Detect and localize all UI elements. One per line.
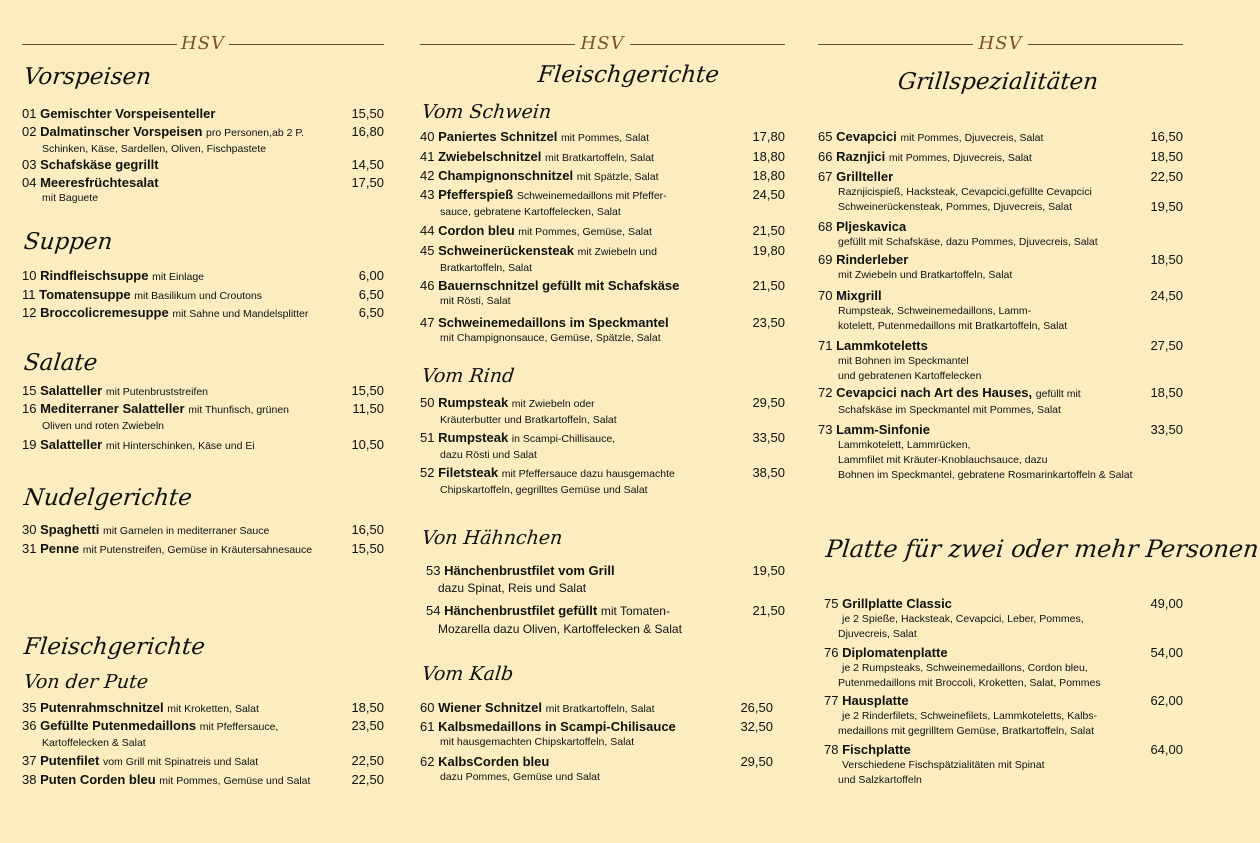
section-subtitle-pute: Von der Pute <box>22 671 150 693</box>
menu-item: 65 Cevapcici mit Pommes, Djuvecreis, Salat 16,50 <box>818 129 1183 144</box>
menu-item: 11 Tomatensuppe mit Basilikum und Croutons 6,50 <box>22 287 384 302</box>
menu-item: 46 Bauernschnitzel gefüllt mit Schafskäse 21,50 mit Rösti, Salat <box>420 278 785 307</box>
section-title-fleischgerichte: Fleischgerichte <box>22 634 207 660</box>
menu-item: 72 Cevapcici nach Art des Hauses, gefüllt mit 18,50 Schafskäse im Speckmantel mit Pommes, Salat <box>818 385 1183 416</box>
menu-item: 03 Schafskäse gegrillt 14,50 <box>22 157 384 172</box>
section-title-vorspeisen: Vorspeisen <box>22 64 153 90</box>
menu-item: 04 Meeresfrüchtesalat 17,50 mit Baguete <box>22 175 384 204</box>
menu-item: 42 Champignonschnitzel mit Spätzle, Salat 18,80 <box>420 168 785 183</box>
hsv-logo: HSV <box>180 33 226 54</box>
menu-item: 10 Rindfleischsuppe mit Einlage 6,00 <box>22 268 384 283</box>
menu-item: 71 Lammkoteletts 27,50 mit Bohnen im Speckmantel und gebratenen Kartoffelecken <box>818 338 1183 382</box>
menu-item: 45 Schweinerückensteak mit Zwiebeln und 19,80 Bratkartoffeln, Salat <box>420 243 785 274</box>
menu-item: 53 Hänchenbrustfilet vom Grill 19,50 dazu Spinat, Reis und Salat <box>426 563 785 595</box>
menu-item: 60 Wiener Schnitzel mit Bratkartoffeln, Salat 26,50 <box>420 700 773 715</box>
menu-item: 40 Paniertes Schnitzel mit Pommes, Salat 17,80 <box>420 129 785 144</box>
section-title-nudelgerichte: Nudelgerichte <box>22 485 194 511</box>
menu-item: 73 Lamm-Sinfonie 33,50 Lammkotelett, Lammrücken, Lammfilet mit Kräuter-Knoblauchsauce, dazu Bohnen im Speckmantel, gebratene Rosmarinkartoffeln & Salat <box>818 422 1183 481</box>
menu-item: 66 Raznjici mit Pommes, Djuvecreis, Salat 18,50 <box>818 149 1183 164</box>
menu-item: 37 Putenfilet vom Grill mit Spinatreis und Salat 22,50 <box>22 753 384 768</box>
menu-item: 35 Putenrahmschnitzel mit Kroketten, Salat 18,50 <box>22 700 384 715</box>
menu-item: 31 Penne mit Putenstreifen, Gemüse in Kräutersahnesauce 15,50 <box>22 541 384 556</box>
menu-item: 15 Salatteller mit Putenbruststreifen 15,50 <box>22 383 384 398</box>
menu-item: 30 Spaghetti mit Garnelen in mediterraner Sauce 16,50 <box>22 522 384 537</box>
section-subtitle-rind: Vom Rind <box>420 365 516 387</box>
hsv-logo-divider <box>22 33 384 55</box>
section-title-grillspezialitaeten: Grillspezialitäten <box>896 69 1100 95</box>
menu-item: 01 Gemischter Vorspeisenteller 15,50 <box>22 106 384 121</box>
menu-item: 50 Rumpsteak mit Zwiebeln oder 29,50 Kräuterbutter und Bratkartoffeln, Salat <box>420 395 785 426</box>
menu-item: 77 Hausplatte 62,00 je 2 Rinderfilets, Schweinefilets, Lammkoteletts, Kalbs- medaillons mit gegrilltem Gemüse, Bratkartoffeln, Salat <box>824 693 1183 737</box>
hsv-logo-divider <box>818 33 1183 55</box>
menu-item: 43 Pfefferspieß Schweinemedaillons mit Pfeffer- 24,50 sauce, gebratene Kartoffelecken, Salat <box>420 187 785 218</box>
menu-column-right <box>818 0 1260 843</box>
menu-column-left <box>22 0 384 843</box>
menu-item: 68 Pljeskavica gefüllt mit Schafskäse, dazu Pommes, Djuvecreis, Salat <box>818 219 1098 248</box>
section-subtitle-schwein: Vom Schwein <box>420 101 553 123</box>
section-title-fleischgerichte: Fleischgerichte <box>536 62 721 88</box>
section-title-platte: Platte für zwei oder mehr Personen <box>824 535 1260 563</box>
menu-item: 38 Puten Corden bleu mit Pommes, Gemüse und Salat 22,50 <box>22 772 384 787</box>
section-subtitle-kalb: Vom Kalb <box>420 663 515 685</box>
section-title-suppen: Suppen <box>22 229 114 255</box>
menu-item: 75 Grillplatte Classic 49,00 je 2 Spieße, Hacksteak, Cevapcici, Leber, Pommes, Djuvecreis, Salat <box>824 596 1183 640</box>
menu-item: 02 Dalmatinscher Vorspeisen pro Personen,ab 2 P. 16,80 Schinken, Käse, Sardellen, Oliven, Fischpastete <box>22 124 384 155</box>
menu-item: 12 Broccolicremesuppe mit Sahne und Mandelsplitter 6,50 <box>22 305 384 320</box>
menu-item: 19 Salatteller mit Hinterschinken, Käse und Ei 10,50 <box>22 437 384 452</box>
menu-item: 62 KalbsCorden bleu 29,50 dazu Pommes, Gemüse und Salat <box>420 754 773 783</box>
hsv-logo: HSV <box>580 33 625 54</box>
menu-column-middle <box>420 0 785 843</box>
hsv-logo: HSV <box>978 33 1023 54</box>
menu-item: 36 Gefüllte Putenmedaillons mit Pfeffersauce, 23,50 Kartoffelecken & Salat <box>22 718 384 749</box>
menu-item: 76 Diplomatenplatte 54,00 je 2 Rumpsteaks, Schweinemedaillons, Cordon bleu, Putenmedaillons mit Broccoli, Kroketten, Salat, Pommes <box>824 645 1183 689</box>
menu-item: 54 Hänchenbrustfilet gefüllt mit Tomaten- 21,50 Mozarella dazu Oliven, Kartoffelecken & Salat <box>426 603 785 636</box>
section-subtitle-haehnchen: Von Hähnchen <box>420 527 564 549</box>
menu-item: 16 Mediterraner Salatteller mit Thunfisch, grünen 11,50 Oliven und roten Zwiebeln <box>22 401 384 432</box>
menu-item: 52 Filetsteak mit Pfeffersauce dazu hausgemachte 38,50 Chipskartoffeln, gegrilltes Gemüse und Salat <box>420 465 785 496</box>
menu-item: 78 Fischplatte 64,00 Verschiedene Fischspätzialitäten mit Spinat und Salzkartoffeln <box>824 742 1183 786</box>
menu-item: 67 Grillteller 22,50 Raznjicispieß, Hacksteak, Cevapcici,gefüllte Cevapcici Schweinerückensteak, Pommes, Djuvecreis, Salat 19,50 <box>818 169 1183 214</box>
menu-item: 51 Rumpsteak in Scampi-Chillisauce, 33,50 dazu Rösti und Salat <box>420 430 785 461</box>
menu-item: 41 Zwiebelschnitzel mit Bratkartoffeln, Salat 18,80 <box>420 149 785 164</box>
menu-item: 44 Cordon bleu mit Pommes, Gemüse, Salat 21,50 <box>420 223 785 238</box>
menu-item: 61 Kalbsmedaillons in Scampi-Chilisauce 32,50 mit hausgemachten Chipskartoffeln, Salat <box>420 719 773 748</box>
menu-item: 69 Rinderleber 18,50 mit Zwiebeln und Bratkartoffeln, Salat <box>818 252 1183 281</box>
menu-item: 47 Schweinemedaillons im Speckmantel 23,50 mit Champignonsauce, Gemüse, Spätzle, Salat <box>420 315 785 344</box>
section-title-salate: Salate <box>22 350 99 376</box>
hsv-logo-divider <box>420 33 785 55</box>
menu-item: 70 Mixgrill 24,50 Rumpsteak, Schweinemedaillons, Lamm- kotelett, Putenmedaillons mit Bratkartoffeln, Salat <box>818 288 1183 332</box>
